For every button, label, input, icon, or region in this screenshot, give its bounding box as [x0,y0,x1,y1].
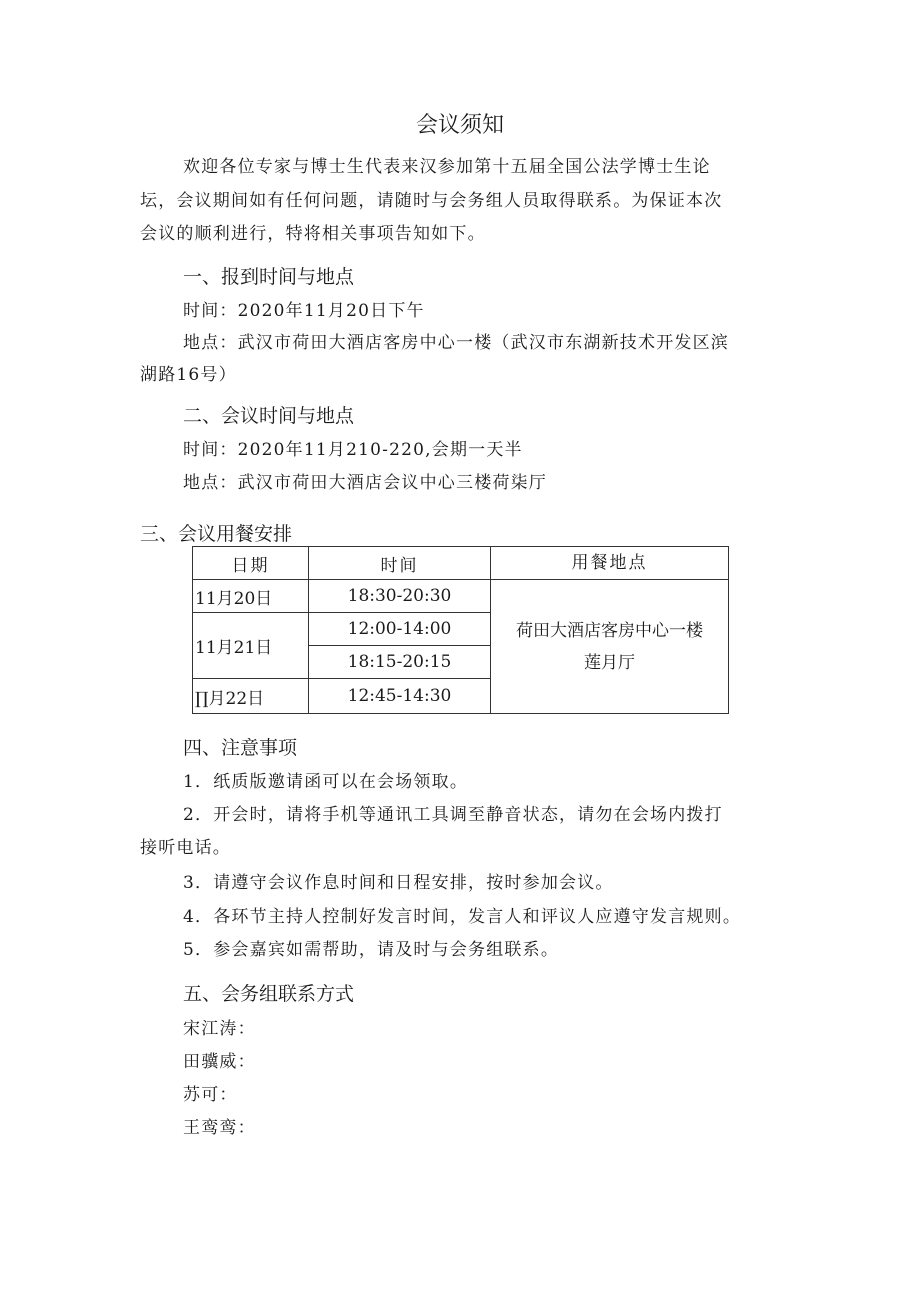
section-1-place-cont: 湖路16号） [140,365,237,385]
section-1-heading: 一、报到时间与地点 [183,266,355,288]
section-5-heading: 五、会务组联系方式 [183,983,355,1005]
contact-2: 田骥威： [183,1052,256,1072]
section-2-time: 时间：2020年11月210-220,会期一天半 [183,440,523,460]
table-header-row [193,547,729,580]
notice-item-2: 2．开会时，请将手机等通讯工具调至静音状态，请勿在会场内拨打 [183,805,723,825]
time-cell: 18:15-20:15 [309,646,491,679]
notice-item-1: 1．纸质版邀请函可以在会场领取。 [183,772,469,792]
intro-line-1: 欢迎各位专家与博士生代表来汉参加第十五届全国公法学博士生论 [183,157,711,177]
notice-item-4: 4．各环节主持人控制好发言时间，发言人和评议人应遵守发言规则。 [183,907,742,927]
section-3-heading: 三、会议用餐安排 [140,523,293,545]
date-cell: 11月21日 [193,613,309,679]
contact-4: 王鸾鸾： [183,1118,256,1138]
time-cell: 18:30-20:30 [309,580,491,613]
date-cell: 11月20日 [193,580,309,613]
notice-item-2-cont: 接听电话。 [140,838,231,858]
notice-item-5: 5．参会嘉宾如需帮助，请及时与会务组联系。 [183,940,560,960]
time-cell: 12:45-14:30 [309,679,491,714]
section-2-heading: 二、会议时间与地点 [183,405,355,427]
intro-line-2: 坛，会议期间如有任何问题，请随时与会务组人员取得联系。为保证本次 [140,191,723,211]
section-4-heading: 四、注意事项 [183,737,298,759]
intro-line-3: 会议的顺利进行，特将相关事项告知如下。 [140,224,486,244]
contact-3: 苏可： [183,1085,238,1105]
header-time: 时间 [309,547,491,580]
time-cell: 12:00-14:00 [309,613,491,646]
place-line-2: 莲月厅 [584,652,635,673]
date-cell: ∏月22日 [193,679,309,714]
header-place: 用餐地点 [491,547,729,580]
place-cell [491,580,729,714]
contact-1: 宋江涛： [183,1019,256,1039]
header-date: 日期 [193,547,309,580]
notice-item-3: 3．请遵守会议作息时间和日程安排，按时参加会议。 [183,873,614,893]
section-2-place: 地点：武汉市荷田大酒店会议中心三楼荷柒厅 [183,473,547,493]
meal-schedule-table [192,546,729,714]
document-title: 会议须知 [415,113,504,138]
place-line-1: 荷田大酒店客房中心一楼 [516,620,703,641]
table-row [193,580,729,613]
section-1-time: 时间：2020年11月20日下午 [183,301,425,321]
section-1-place: 地点：武汉市荷田大酒店客房中心一楼（武汉市东湖新技术开发区滨 [183,333,729,353]
